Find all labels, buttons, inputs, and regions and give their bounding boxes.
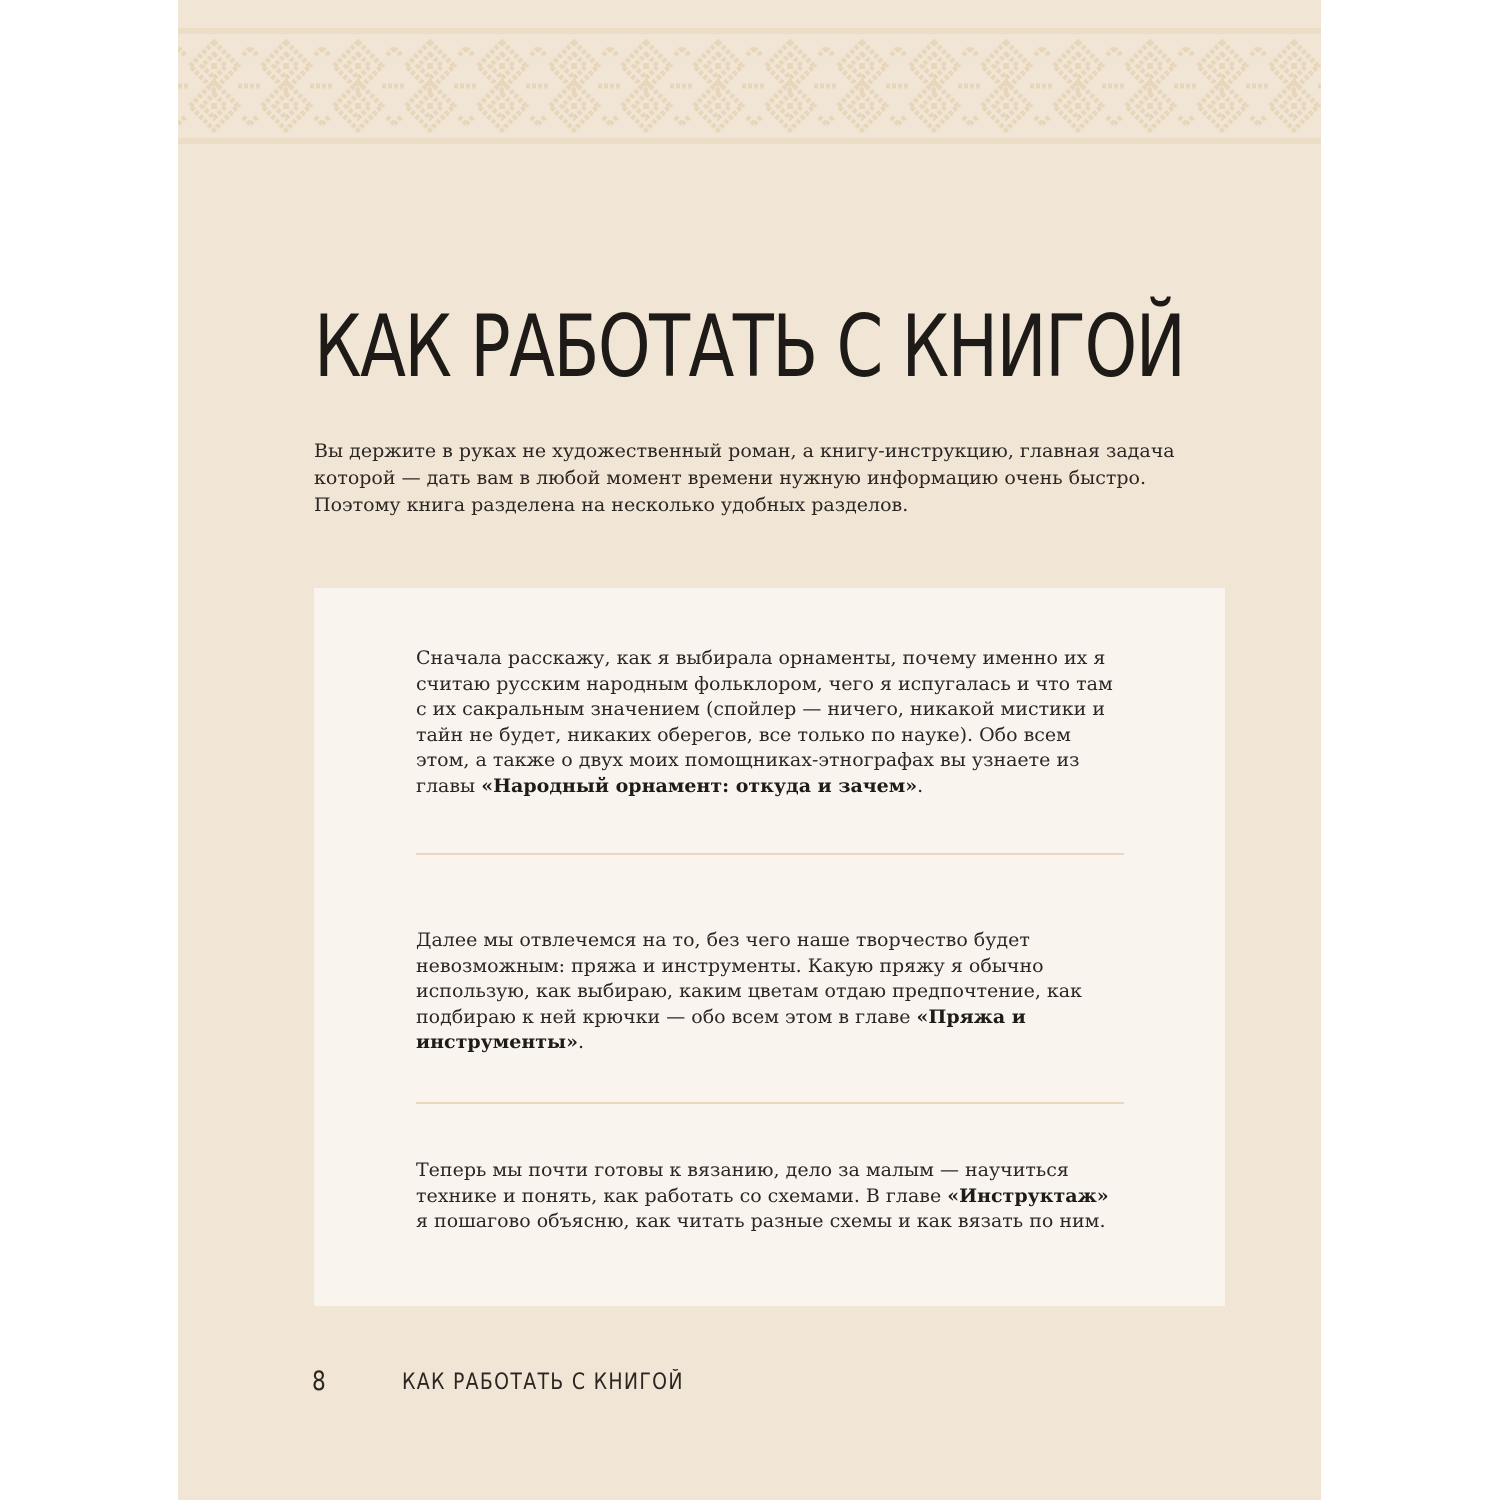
chapter-reference: «Инструктаж»: [947, 1184, 1109, 1207]
section-text: Теперь мы почти готовы к вязанию, дело за малым — научиться технике и понять, как работать со схемами. В главе: [416, 1159, 1069, 1207]
section-text: Далее мы отвлечемся на то, без чего наше творчество будет невозможным: пряжа и инструменты. Какую пряжу я обычно использую, как выбираю, каким цветам отдаю предпочтение, как подбираю к ней крючки — обо всем этом в главе: [416, 929, 1082, 1028]
section-text-end: я пошагово объясню, как читать разные схемы и как вязать по ним.: [416, 1210, 1106, 1232]
page-number: 8: [312, 1366, 326, 1397]
section-paragraph-folk-ornament: [416, 646, 1116, 799]
section-paragraph-yarn-tools: [416, 928, 1116, 1056]
section-paragraph-instruction: [416, 1158, 1116, 1235]
intro-paragraph: Вы держите в руках не художественный роман, а книгу-инструкцию, главная задача которой — дать вам в любой момент времени нужную информацию очень быстро. Поэтому книга разделена на несколько удобных разделов.: [314, 440, 1175, 516]
sections-card: [314, 588, 1225, 1306]
section-text-end: .: [917, 774, 924, 797]
section-divider: [416, 1102, 1124, 1104]
chapter-reference: «Народный орнамент: откуда и зачем»: [481, 774, 918, 797]
running-head: КАК РАБОТАТЬ С КНИГОЙ: [402, 1370, 684, 1395]
book-page: [178, 0, 1321, 1500]
ornament-border: [178, 28, 1321, 144]
section-text-end: .: [577, 1031, 585, 1053]
section-divider: [416, 853, 1124, 855]
chapter-reference: «Пряжа и инструменты»: [416, 1005, 1026, 1053]
section-text: Сначала расскажу, как я выбирала орнаменты, почему именно их я считаю русским народным фольклором, чего я испугалась и что там с их сакральным значением (спойлер — ничего, никакой мистики и тайн не будет, никаких оберегов, все только по науке). Обо всем этом, а также о двух моих помощниках-этнографах вы узнаете из главы: [416, 647, 1113, 797]
page-title: КАК РАБОТАТЬ С КНИГОЙ: [314, 297, 1185, 397]
